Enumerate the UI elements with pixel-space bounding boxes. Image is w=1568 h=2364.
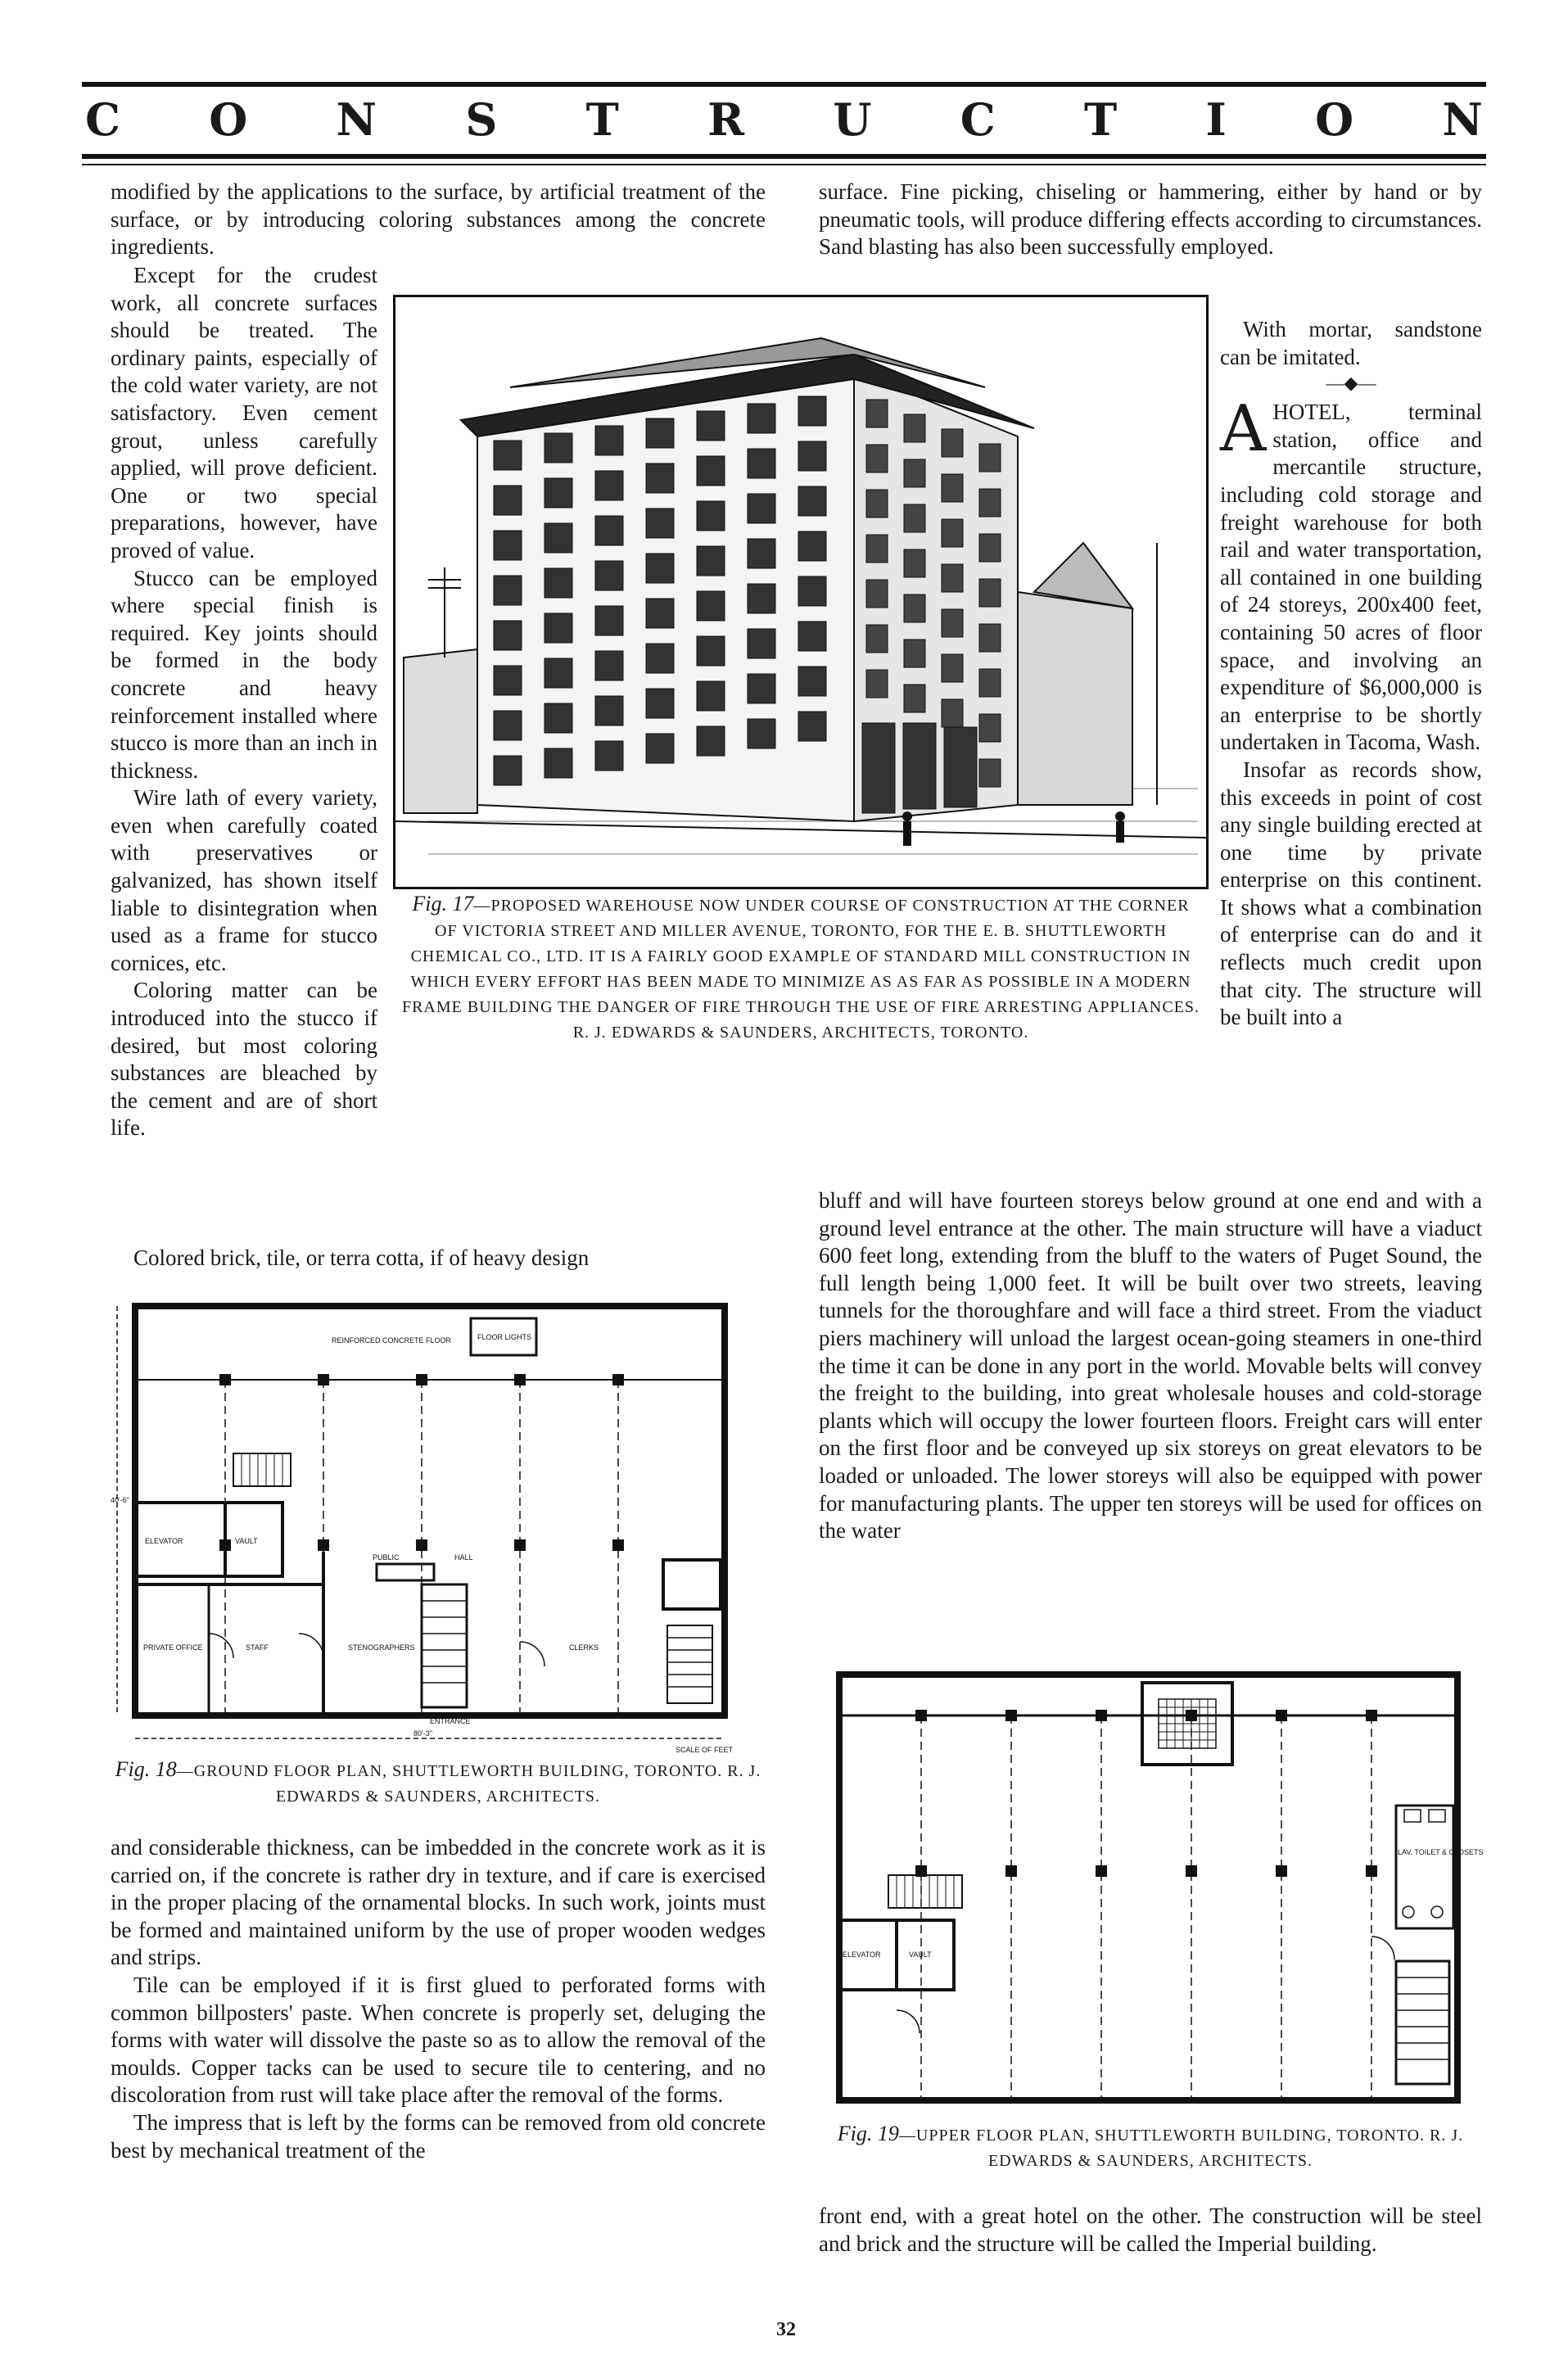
- section-divider: —◆—: [1326, 373, 1376, 394]
- window: [904, 549, 925, 577]
- window: [646, 418, 674, 448]
- caption-text: —UPPER FLOOR PLAN, SHUTTLEWORTH BUILDING, TORONTO. R. J. EDWARDS & SAUNDERS, ARCHITECTS.: [898, 2127, 1464, 2170]
- warehouse-illustration: [393, 295, 1209, 889]
- window: [748, 674, 775, 703]
- window: [697, 681, 725, 711]
- paragraph-text: Except for the crudest work, all concrete surfaces should be treated. The ordinary paints, especially of the cold water variety, are not satisfactory. Even cement grout, unless carefully applied, will prove deficient. One or two special preparations, however, have proved of value.: [111, 263, 377, 563]
- height-dimension: 40'-6": [111, 1496, 129, 1504]
- ground-floor-plan-drawing: [111, 1290, 766, 1756]
- window: [866, 580, 888, 608]
- masthead-letter: S: [465, 93, 498, 146]
- window: [866, 625, 888, 653]
- upper-floor-plan-drawing: [831, 1658, 1484, 2117]
- window: [904, 685, 925, 712]
- entrance-label: ENTRANCE: [430, 1717, 471, 1725]
- window: [494, 531, 522, 560]
- window: [494, 621, 522, 650]
- window: [942, 429, 963, 457]
- window: [646, 689, 674, 718]
- figure-19-caption: [819, 2121, 1482, 2174]
- figure-label: Fig. 18: [115, 1757, 177, 1781]
- masthead-letter: R: [707, 93, 745, 146]
- left-column-continued: [111, 1245, 766, 1272]
- window: [798, 396, 826, 426]
- window: [979, 444, 1001, 472]
- window: [866, 670, 888, 698]
- window: [904, 504, 925, 532]
- paragraph-text: Wire lath of every variety, even when carefully coated with preservatives or galvanized, has shown itself liable to disintegration when used as a frame for stucco cornices, etc.: [111, 785, 377, 975]
- masthead-letter: I: [1205, 93, 1227, 146]
- masthead-letter: U: [833, 93, 872, 146]
- window: [904, 594, 925, 622]
- caption-text: —GROUND FLOOR PLAN, SHUTTLEWORTH BUILDING, TORONTO. R. J. EDWARDS & SAUNDERS, ARCHITECTS.: [176, 1762, 761, 1806]
- hall-label: HALL: [454, 1553, 473, 1562]
- scale-label: SCALE OF FEET: [676, 1746, 734, 1754]
- window: [979, 624, 1001, 652]
- window: [595, 741, 623, 771]
- window: [748, 539, 775, 568]
- window: [942, 699, 963, 727]
- paragraph-text: Coloring matter can be introduced into the stucco if desired, but most coloring substances are bleached by the cement and are of short life.: [111, 978, 377, 1141]
- window: [697, 411, 725, 441]
- paragraph-text: Tile can be employed if it is first glued to perforated forms with common billposters' paste. When concrete is properly set, deluging the forms with water will dissolve the paste so as to allow the removal of the moulds. Copper tacks can be used to secure tile to centering, and no discoloration from rust will take place after the removal of the forms.: [111, 1972, 766, 2108]
- window: [595, 606, 623, 635]
- window: [494, 711, 522, 740]
- window: [595, 696, 623, 725]
- window: [545, 703, 572, 733]
- warehouse-drawing: [395, 297, 1206, 887]
- figure-17-caption: [400, 891, 1202, 1046]
- window: [545, 433, 572, 463]
- page-number: 32: [776, 2319, 796, 2340]
- upper-floor-plan: [831, 1658, 1484, 2117]
- window: [979, 669, 1001, 697]
- window: [494, 576, 522, 605]
- window: [942, 474, 963, 502]
- window: [748, 719, 775, 748]
- window: [942, 609, 963, 637]
- masthead-letter: T: [585, 93, 619, 146]
- window: [748, 404, 775, 433]
- stenographers-label: STENOGRAPHERS: [348, 1643, 415, 1652]
- window: [979, 759, 1001, 787]
- window: [595, 426, 623, 455]
- masthead-rule: [82, 164, 1486, 165]
- masthead-letter: T: [1084, 93, 1118, 146]
- window: [545, 478, 572, 508]
- window: [595, 651, 623, 680]
- figure-label: Fig. 17: [412, 892, 474, 915]
- paragraph-text: Insofar as records show, this exceeds in point of cost any single building erected at one time by private enterprise on this continent. It shows what a combination of enterprise can do and it reflects much credit upon that city. The structure will be built into a: [1220, 757, 1482, 1030]
- floor-label: REINFORCED CONCRETE FLOOR: [332, 1336, 452, 1345]
- right-column-continued: [819, 1187, 1482, 1545]
- figure-label: Fig. 19: [837, 2122, 899, 2145]
- paragraph: [111, 179, 766, 261]
- window: [494, 756, 522, 785]
- window: [942, 654, 963, 682]
- window: [545, 658, 572, 688]
- paragraph-text: HOTEL, terminal station, office and mercantile structure, including cold storage and freight warehouse for both rail and water transportation, all contained in one building of 24 storeys, 200x400 feet, containing 50 acres of floor space, and involving an expenditure of $6,000,000 is an enterprise to be shortly undertaken in Tacoma, Wash.: [1220, 400, 1482, 755]
- window: [646, 644, 674, 673]
- window: [646, 734, 674, 763]
- window: [866, 400, 888, 427]
- window: [979, 579, 1001, 607]
- window: [697, 546, 725, 576]
- window: [866, 490, 888, 518]
- window: [866, 535, 888, 563]
- window: [748, 584, 775, 613]
- elevator-label: ELEVATOR: [145, 1537, 183, 1545]
- window: [646, 509, 674, 538]
- window: [646, 554, 674, 583]
- paragraph-text: bluff and will have fourteen storeys below ground at one end and with a ground level entrance at the other. The main structure will have a viaduct 600 feet long, extending from the bluff to the waters of Puget Sound, the full length being 1,000 feet. It will be built over two streets, leaving tunnels for the thoroughfare and will face a third street. From the viaduct piers machinery will unload the largest ocean-going steamers in one-third the time it can be done in any port in the world. Movable belts will convey the freight to the building, into great wholesale houses and cold-storage plants which will occupy the lower fourteen floors. Freight cars will enter on the first floor and be conveyed up six storeys on great elevators to be loaded or unloaded. The lower storeys will also be equipped with power for manufacturing plants. The upper ten storeys will be used for offices on the water: [819, 1188, 1482, 1544]
- figure-18-caption: [98, 1756, 778, 1810]
- vault-label: VAULT: [909, 1950, 932, 1959]
- window: [798, 531, 826, 561]
- staff-label: STAFF: [246, 1643, 269, 1652]
- width-dimension: 80'-3": [413, 1729, 432, 1738]
- paragraph-text: Stucco can be employed where special finish is required. Key joints should be formed in the body concrete and heavy reinforcement installed where stucco is more than an inch in thickness.: [111, 565, 377, 783]
- floor-lights-label: FLOOR LIGHTS: [477, 1333, 532, 1341]
- window: [494, 666, 522, 695]
- paragraph-text: modified by the applications to the surface, by artificial treatment of the surface, or by introducing coloring substances among the concrete ingredients.: [111, 179, 766, 260]
- window: [748, 449, 775, 478]
- window: [545, 748, 572, 778]
- public-label: PUBLIC: [373, 1553, 400, 1562]
- window: [942, 519, 963, 547]
- drop-cap: A: [1220, 392, 1267, 467]
- right-column-end: [819, 2203, 1482, 2258]
- window: [798, 441, 826, 471]
- ground-floor-plan: [111, 1290, 766, 1756]
- window: [942, 564, 963, 592]
- left-narrow-column: [111, 262, 377, 1142]
- left-column-lower: [111, 1834, 766, 2164]
- window: [904, 414, 925, 442]
- window: [595, 516, 623, 545]
- window: [798, 576, 826, 606]
- window: [748, 629, 775, 658]
- masthead-letter: N: [336, 93, 377, 146]
- paragraph-text: The impress that is left by the forms can be removed from old concrete best by mechanical treatment of the: [111, 2109, 766, 2163]
- right-column-top: [819, 179, 1482, 261]
- window: [697, 501, 725, 531]
- masthead: [82, 82, 1486, 159]
- paragraph-text: Colored brick, tile, or terra cotta, if of heavy design: [133, 1245, 590, 1270]
- toilet-label: LAV. TOILET & CLOSETS: [1398, 1848, 1484, 1856]
- paragraph-text: With mortar, sandstone can be imitated.: [1220, 317, 1482, 369]
- window: [494, 486, 522, 515]
- window: [595, 471, 623, 500]
- window: [798, 667, 826, 696]
- vault-label: VAULT: [235, 1537, 258, 1545]
- paragraph-text: and considerable thickness, can be imbedded in the concrete work as it is carried on, if the concrete is rather dry in texture, and if care is exercised in the proper placing of the ornamental blocks. In such work, joints must be formed and maintained uniform by the use of proper wooden wedges and strips.: [111, 1835, 766, 1970]
- window: [748, 494, 775, 523]
- window: [697, 636, 725, 666]
- masthead-title: [82, 93, 1486, 146]
- window: [646, 599, 674, 628]
- window: [545, 613, 572, 643]
- window: [697, 456, 725, 486]
- clerks-label: CLERKS: [569, 1643, 599, 1652]
- window: [545, 568, 572, 598]
- window: [798, 622, 826, 651]
- masthead-letter: O: [209, 93, 248, 146]
- window: [545, 523, 572, 553]
- masthead-letter: N: [1442, 93, 1483, 146]
- masthead-letter: C: [85, 93, 120, 146]
- window: [697, 726, 725, 756]
- caption-text: —PROPOSED WAREHOUSE NOW UNDER COURSE OF CONSTRUCTION AT THE CORNER OF VICTORIA STREET AND MILLER AVENUE, TORONTO, FOR THE E. B. SHUTTLEWORTH CHEMICAL CO., LTD. IT IS A FAIRLY GOOD EXAMPLE OF STANDARD MILL CONSTRUCTION IN WHICH EVERY EFFORT HAS BEEN MADE TO MINIMIZE AS AS FAR AS POSSIBLE IN A MODERN FRAME BUILDING THE DANGER OF FIRE THROUGH THE USE OF FIRE ARRESTING APPLIANCES. R. J. EDWARDS & SAUNDERS, ARCHITECTS, TORONTO.: [401, 897, 1200, 1042]
- window: [979, 714, 1001, 742]
- window: [979, 489, 1001, 517]
- window: [979, 534, 1001, 562]
- window: [798, 712, 826, 741]
- window: [904, 459, 925, 487]
- masthead-letter: C: [960, 93, 996, 146]
- window: [494, 441, 522, 470]
- paragraph-text: surface. Fine picking, chiseling or hammering, either by hand or by pneumatic tools, will produce differing effects according to circumstances. Sand blasting has also been successfully employed.: [819, 179, 1482, 260]
- paragraph-text: front end, with a great hotel on the other. The construction will be steel and brick and the structure will be called the Imperial building.: [819, 2204, 1482, 2256]
- window: [798, 486, 826, 516]
- office-label: PRIVATE OFFICE: [143, 1643, 203, 1652]
- right-narrow-column: [1220, 316, 1482, 1032]
- elevator-label: ELEVATOR: [843, 1950, 881, 1959]
- window: [866, 445, 888, 472]
- window: [646, 463, 674, 493]
- window: [904, 640, 925, 667]
- masthead-letter: O: [1315, 93, 1354, 146]
- window: [697, 591, 725, 621]
- window: [595, 561, 623, 590]
